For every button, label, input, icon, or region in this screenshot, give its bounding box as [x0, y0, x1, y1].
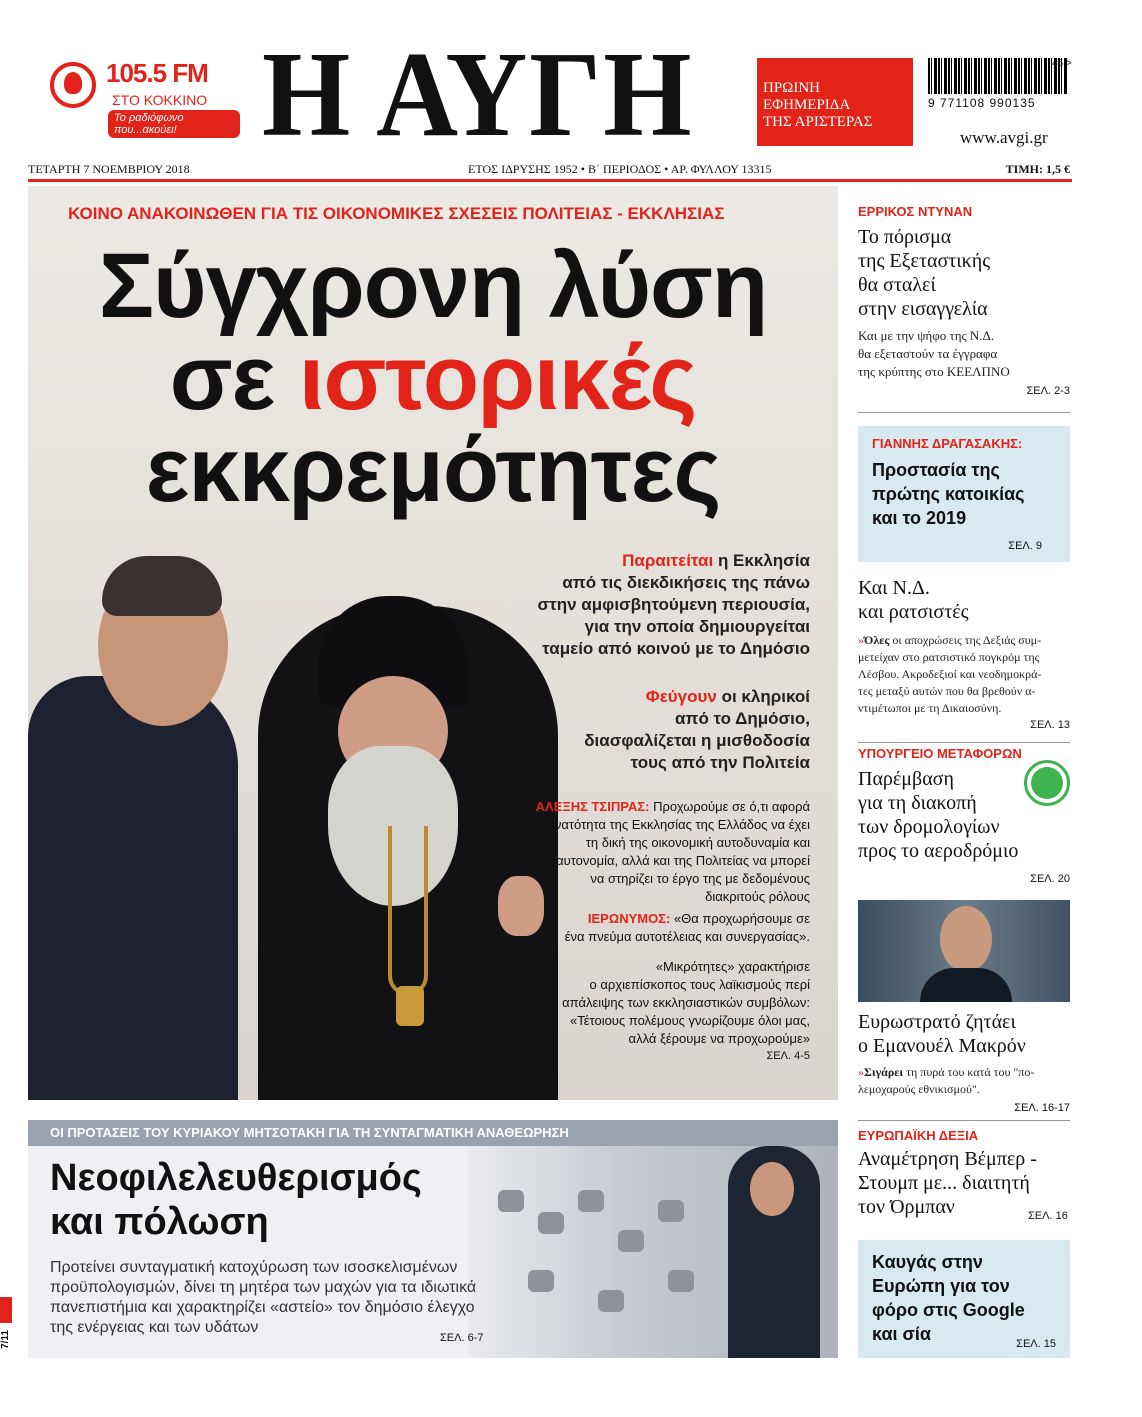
- sidebar-headline: [858, 225, 1070, 321]
- headline-line: ο Εμανουέλ Μακρόν: [858, 1035, 1026, 1057]
- page-reference[interactable]: ΣΕΛ. 16-17: [1014, 1102, 1070, 1114]
- text-line: τες μεταξύ αυτών που θα βρεθούν α-: [858, 684, 1036, 698]
- sidebar-headline: [872, 458, 1025, 530]
- text-line: Και με την ψήφο της Ν.Δ.: [858, 328, 995, 343]
- main-kicker: ΚΟΙΝΟ ΑΝΑΚΟΙΝΩΘΕΝ ΓΙΑ ΤΙΣ ΟΙΚΟΝΟΜΙΚΕΣ ΣΧΕΣΕΙΣ ΠΟΛΙΤΕΙΑΣ - ΕΚΚΛΗΣΙΑΣ: [68, 204, 725, 223]
- issue-date: ΤΕΤΑΡΤΗ 7 ΝΟΕΜΒΡΙΟΥ 2018: [28, 162, 190, 176]
- headline-line: για τη διακοπή: [858, 792, 977, 814]
- bottom-kicker: ΟΙ ΠΡΟΤΑΣΕΙΣ ΤΟΥ ΚΥΡΙΑΚΟΥ ΜΗΤΣΟΤΑΚΗ ΓΙΑ ΤΗ ΣΥΝΤΑΓΜΑΤΙΚΗ ΑΝΑΘΕΩΡΗΣΗ: [28, 1120, 838, 1146]
- radio-frequency: 105.5 FM: [106, 58, 208, 88]
- sidebar-headline: [858, 576, 1070, 624]
- bottom-headline: [50, 1156, 422, 1244]
- quote-line: «Τέτοιους πολέμους γνωρίζουμε όλοι μας,: [569, 1013, 810, 1028]
- para-line: ταμείο από κοινού με το Δημόσιο: [542, 639, 810, 658]
- headline-line: Αναμέτρηση Βέμπερ -: [858, 1148, 1037, 1170]
- headline-line: φόρο στις Google: [872, 1300, 1025, 1320]
- main-paragraph: [584, 686, 810, 774]
- sidebar-kicker: ΕΡΡΙΚΟΣ ΝΤΥΝΑΝ: [858, 204, 973, 219]
- headline-line: στην εισαγγελία: [858, 298, 988, 320]
- newspaper-title: Η ΑΥΓΗ: [262, 27, 694, 162]
- quote-line: αυτονομία, αλλά και της Πολιτείας να μπορεί: [556, 853, 810, 868]
- quote-line: να στηρίζει το έργο της με δεδομένους: [590, 871, 810, 886]
- lightbulb-icon: [64, 72, 82, 94]
- main-headline-line: [28, 327, 838, 429]
- photo-seat: [578, 1190, 604, 1212]
- quote-ieronymos: [565, 910, 810, 946]
- page-reference[interactable]: ΣΕΛ. 4-5: [766, 1050, 810, 1062]
- issue-info: ΕΤΟΣ ΙΔΡΥΣΗΣ 1952 • Β΄ ΠΕΡΙΟΔΟΣ • ΑΡ. ΦΥΛΛΟΥ 13315: [468, 162, 772, 176]
- photo-chain: [388, 826, 428, 996]
- quote-speaker: ΙΕΡΩΝΥΜΟΣ:: [587, 911, 671, 926]
- sidebar-headline: [858, 1147, 1070, 1219]
- text-line: τη πυρά του κατά του "πο-: [903, 1065, 1035, 1079]
- bottom-story[interactable]: [28, 1120, 838, 1358]
- photo-tsipras-suit: [28, 676, 238, 1100]
- para-line: από το Δημόσιο,: [674, 709, 810, 728]
- sidebar-story-dunant[interactable]: [858, 204, 1070, 397]
- page-reference[interactable]: ΣΕΛ. 20: [1030, 873, 1070, 885]
- quote-line: διακριτούς ρόλους: [705, 889, 810, 904]
- headline-line: Προστασία της: [872, 460, 1000, 480]
- page-reference[interactable]: ΣΕΛ. 2-3: [1026, 385, 1070, 397]
- text-line: οι αποχρώσεις της Δεξιάς συμ-: [889, 633, 1042, 647]
- main-headline-line: εκκρεμότητες: [145, 419, 721, 521]
- photo-seat: [498, 1190, 524, 1212]
- para-lead: Φεύγουν: [645, 687, 717, 706]
- para-line: τους από την Πολιτεία: [630, 753, 810, 772]
- headline-line: Ευρωστρατό ζητάει: [858, 1011, 1016, 1033]
- photo-seat: [538, 1212, 564, 1234]
- photo-seat: [618, 1230, 644, 1252]
- sidebar-story-racists[interactable]: [858, 576, 1070, 731]
- para-line: η Εκκλησία: [713, 551, 810, 570]
- page-reference[interactable]: ΣΕΛ. 6-7: [440, 1332, 484, 1344]
- headline-line: Ευρώπη για τον: [872, 1276, 1010, 1296]
- chevron-right-icon: »: [858, 633, 864, 647]
- quote-line: «Μικρότητες» χαρακτήρισε: [655, 959, 810, 974]
- barcode-number: 9 771108 990135: [928, 96, 1036, 110]
- metro-logo-inner: [1031, 767, 1063, 799]
- sidebar-text: [858, 327, 1070, 381]
- tagline-line: ΠΡΩΙΝΗ: [763, 80, 820, 96]
- sidebar-headline: [858, 1010, 1070, 1058]
- para-line: οι κληρικοί: [716, 687, 810, 706]
- headline-line: Καυγάς στην: [872, 1252, 983, 1272]
- sidebar-text: [858, 632, 1070, 717]
- para-line: από τις διεκδικήσεις της πάνω: [562, 573, 810, 592]
- tagline-line: ΤΗΣ ΑΡΙΣΤΕΡΑΣ: [763, 114, 873, 130]
- barcode: [928, 58, 1068, 94]
- sidebar-divider: [858, 742, 1070, 743]
- photo-speaker-face: [750, 1162, 794, 1216]
- website-link[interactable]: www.avgi.gr: [960, 128, 1048, 147]
- headline-part: σε: [169, 327, 299, 429]
- bottom-headline-line: και πόλωση: [50, 1201, 269, 1243]
- main-paragraph: [538, 550, 810, 660]
- para-line: για την οποία δημιουργείται: [584, 617, 810, 636]
- summary-line: της ενέργειας και των υδάτων: [50, 1319, 259, 1336]
- para-lead: Παραιτείται: [622, 551, 714, 570]
- headline-line: πρώτης κατοικίας: [872, 484, 1025, 504]
- quote-line: απάλειψης των εκκλησιαστικών συμβόλων:: [562, 995, 810, 1010]
- tagline-line: ΕΦΗΜΕΡΙΔΑ: [763, 97, 851, 113]
- headline-line: και ρατσιστές: [858, 601, 969, 623]
- page-reference[interactable]: ΣΕΛ. 9: [1008, 540, 1042, 552]
- sidebar-divider: [858, 412, 1070, 413]
- edge-date-label: 7/11: [0, 1330, 11, 1349]
- photo-tsipras-hair: [102, 556, 222, 616]
- macron-face: [940, 906, 992, 972]
- para-line: διασφαλίζεται η μισθοδοσία: [584, 731, 810, 750]
- sidebar-story-dragasakis[interactable]: [858, 426, 1070, 562]
- sidebar-story-google-tax[interactable]: [858, 1240, 1070, 1358]
- headline-line: θα σταλεί: [858, 274, 936, 296]
- headline-line: Στουμπ με... διαιτητή: [858, 1172, 1030, 1194]
- headline-highlight: ιστορικές: [298, 327, 697, 429]
- quote-line: αλλά ξέρουμε να προχωρούμε»: [628, 1031, 810, 1046]
- sidebar-divider: [858, 1120, 1070, 1121]
- headline-line: και το 2019: [872, 508, 967, 528]
- masthead-rule: [28, 179, 1072, 182]
- photo-medallion: [396, 986, 424, 1026]
- headline-line: των δρομολογίων: [858, 816, 1000, 838]
- quote-line: ένα πνεύμα αυτοτέλειας και συνεργασίας».: [564, 929, 810, 944]
- headline-line: Και Ν.Δ.: [858, 577, 930, 599]
- page-reference[interactable]: ΣΕΛ. 16: [1028, 1210, 1068, 1222]
- headline-line: και σία: [872, 1324, 931, 1344]
- quote-tsipras: [525, 798, 810, 906]
- sidebar-kicker: ΥΠΟΥΡΓΕΙΟ ΜΕΤΑΦΟΡΩΝ: [858, 746, 1022, 761]
- main-headline-line: Σύγχρονη λύση: [98, 235, 768, 337]
- sidebar-kicker: ΓΙΑΝΝΗΣ ΔΡΑΓΑΣΑΚΗΣ:: [872, 436, 1023, 451]
- summary-line: προϋπολογισμών, δίνει τη μητέρα των μαχών για τα ιδιωτικά: [50, 1279, 477, 1296]
- headline-line: Το πόρισμα: [858, 226, 952, 248]
- bottom-summary: [50, 1258, 690, 1338]
- headline-line: τον Όρμπαν: [858, 1196, 955, 1218]
- sidebar-kicker: ΕΥΡΩΠΑΪΚΗ ΔΕΞΙΑ: [858, 1128, 979, 1143]
- text-line: ντιμέτωποι με τη Δικαιοσύνη.: [858, 701, 1002, 715]
- text-line: λεμοχαρούς εθνικισμού".: [858, 1082, 980, 1096]
- main-story[interactable]: [28, 186, 838, 1100]
- edge-marker: [0, 1297, 12, 1323]
- bottom-headline-line: Νεοφιλελευθερισμός: [50, 1157, 422, 1199]
- price: ΤΙΜΗ: 1,5 €: [1005, 162, 1070, 176]
- text-line: Λέσβου. Ακροδεξιοί και νεοδημοκρά-: [858, 667, 1042, 681]
- headline-line: της Εξεταστικής: [858, 250, 991, 272]
- tagline-box: [757, 58, 913, 146]
- sidebar-story-macron[interactable]: [858, 1010, 1070, 1114]
- chevron-right-icon: »: [858, 1065, 864, 1079]
- quote-line: ο αρχιεπίσκοπος τους λαϊκισμούς περί: [589, 977, 810, 992]
- text-line: θα εξεταστούν τα έγγραφα: [858, 346, 998, 361]
- quote-archbishop: [562, 958, 810, 1048]
- page-reference[interactable]: ΣΕΛ. 13: [1030, 719, 1070, 731]
- quote-speaker: ΑΛΕΞΗΣ ΤΣΙΠΡΑΣ:: [535, 799, 650, 814]
- photo-seat: [658, 1200, 684, 1222]
- quote-line: τη δική της οικονομική αυτοδυναμία και: [585, 835, 810, 850]
- summary-line: πανεπιστήμια και χαρακτηρίζει «αστείο» τον δημόσιο έλεγχο: [50, 1299, 475, 1316]
- quote-line: «Θα προχωρήσουμε σε: [670, 911, 810, 926]
- sidebar-headline: [872, 1250, 1025, 1346]
- para-line: στην αμφισβητούμενη περιουσία,: [537, 595, 810, 614]
- summary-line: Προτείνει συνταγματική κατοχύρωση των ισοσκελισμένων: [50, 1259, 458, 1276]
- text-line: της κρύπτης στο ΚΕΕΛΠΝΟ: [858, 364, 1010, 379]
- radio-slogan: Το ραδιόφωνο που...ακούει!: [108, 110, 240, 138]
- barcode-extra: 45 >: [1052, 58, 1072, 69]
- sidebar-text: [858, 1064, 1070, 1098]
- quote-line: Προχωρούμε σε ό,τι αφορά: [649, 799, 810, 814]
- radio-name: ΣΤΟ ΚΟΚΚΙΝΟ: [112, 92, 208, 108]
- headline-line: Παρέμβαση: [858, 768, 954, 790]
- sidebar-story-weber[interactable]: [858, 1128, 1070, 1219]
- page-reference[interactable]: ΣΕΛ. 15: [1016, 1338, 1056, 1350]
- text-lead: Σιγάρει: [864, 1065, 904, 1079]
- quote-line: τη δυνατότητα της Εκκλησίας της Ελλάδος να έχει: [524, 817, 810, 832]
- text-line: μετείχαν στο ρατσιστικό πογκρόμ της: [858, 650, 1040, 664]
- radio-logo: [42, 56, 240, 136]
- text-lead: Όλες: [864, 633, 890, 647]
- headline-line: προς το αεροδρόμιο: [858, 840, 1019, 862]
